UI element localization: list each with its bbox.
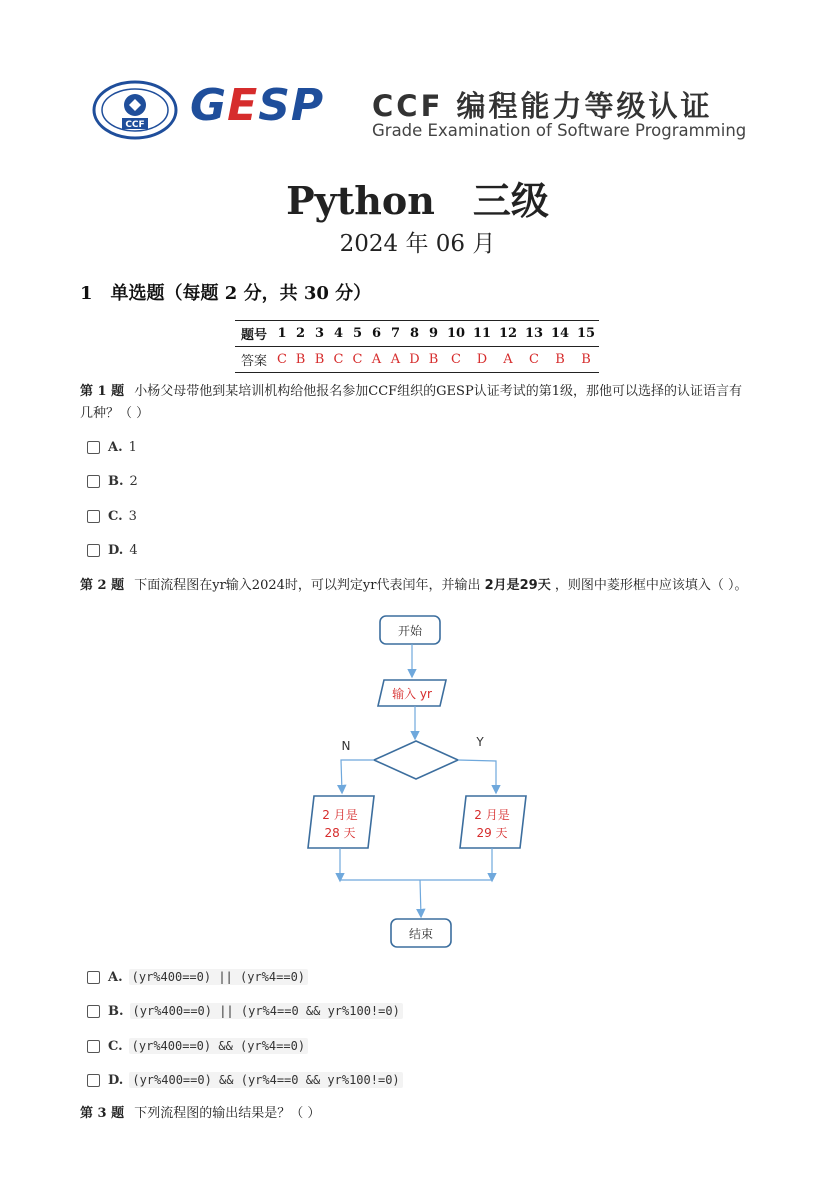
flowchart-right-output-line2: 29 天 <box>476 826 508 840</box>
flowchart-left-output-line2: 28 天 <box>324 826 356 840</box>
section-heading: 1 单选题（每题 2 分，共 30 分） <box>80 283 372 304</box>
flowchart-start-label: 开始 <box>397 624 423 638</box>
gesp-logo: GESP <box>190 80 325 131</box>
checkbox[interactable] <box>87 971 100 984</box>
checkbox[interactable] <box>87 510 100 523</box>
option-letter: A. <box>108 440 123 455</box>
option-code: (yr%400==0) || (yr%4==0 && yr%100!=0) <box>130 1003 403 1019</box>
question-text-bold: 2月是29天 <box>484 578 551 593</box>
option-letter: C. <box>108 509 123 524</box>
option-text: 3 <box>128 509 137 524</box>
answer-table-answer-row <box>235 347 599 373</box>
option-code: (yr%400==0) || (yr%4==0) <box>129 969 308 985</box>
flowchart-input-label: 输入 yr <box>392 687 432 701</box>
q2-option-b[interactable] <box>87 1003 403 1019</box>
answer-table-number-cell: 7 <box>386 321 405 347</box>
option-letter: B. <box>108 1003 124 1019</box>
question-2 <box>80 575 770 597</box>
answer-table-answer-cell: D <box>405 347 424 373</box>
flowchart <box>300 612 540 952</box>
answer-table-answer-cell: C <box>521 347 547 373</box>
answer-table-number-cell: 1 <box>273 321 291 347</box>
answer-table-row-label: 答案 <box>235 347 273 373</box>
answer-table-number-cell: 13 <box>521 321 547 347</box>
checkbox[interactable] <box>87 544 100 557</box>
answer-table-answer-cell: C <box>443 347 469 373</box>
q1-option-d[interactable] <box>87 543 138 558</box>
flowchart-arrow <box>420 880 421 916</box>
question-1 <box>80 381 750 425</box>
answer-table-number-cell: 6 <box>367 321 386 347</box>
answer-table-answer-cell: B <box>310 347 329 373</box>
flowchart-left-output-box <box>308 796 374 848</box>
flowchart-right-output-box <box>460 796 526 848</box>
checkbox[interactable] <box>87 475 100 488</box>
answer-table-number-cell: 9 <box>424 321 443 347</box>
option-text: 4 <box>129 543 138 558</box>
checkbox[interactable] <box>87 1040 100 1053</box>
checkbox[interactable] <box>87 441 100 454</box>
answer-table-number-cell: 15 <box>573 321 599 347</box>
option-letter: C. <box>108 1038 123 1054</box>
ccf-logo <box>92 80 178 140</box>
answer-table-answer-cell: A <box>386 347 405 373</box>
question-label: 第 2 题 <box>80 578 125 593</box>
answer-table-answer-cell: C <box>329 347 348 373</box>
svg-text:CCF: CCF <box>125 120 145 130</box>
q1-option-c[interactable] <box>87 509 137 524</box>
header-title: CCF 编程能力等级认证 <box>372 89 713 123</box>
answer-table <box>235 320 599 373</box>
option-text: 1 <box>128 440 137 455</box>
answer-table-answer-cell: A <box>367 347 386 373</box>
question-label: 第 3 题 <box>80 1106 125 1121</box>
option-letter: D. <box>108 543 124 558</box>
option-letter: D. <box>108 1072 124 1088</box>
answer-table-number-cell: 14 <box>547 321 573 347</box>
answer-table-answer-cell: B <box>291 347 310 373</box>
answer-table-number-cell: 4 <box>329 321 348 347</box>
answer-table-answer-cell: A <box>495 347 521 373</box>
answer-table-answer-cell: B <box>424 347 443 373</box>
question-text: 下列流程图的输出结果是？（ ） <box>134 1106 321 1121</box>
answer-table-number-cell: 11 <box>469 321 495 347</box>
checkbox[interactable] <box>87 1005 100 1018</box>
question-text: 小杨父母带他到某培训机构给他报名参加CCF组织的GESP认证考试的第1级，那他可以选择的认证语言有几种？（ ） <box>80 384 742 421</box>
option-letter: A. <box>108 969 123 985</box>
answer-table-answer-cell: B <box>573 347 599 373</box>
question-label: 第 1 题 <box>80 384 125 399</box>
option-letter: B. <box>108 474 124 489</box>
question-text: ，则图中菱形框中应该填入（ ）。 <box>554 578 748 593</box>
document-title: Python 三级 <box>286 178 549 223</box>
q1-option-b[interactable] <box>87 474 138 489</box>
q2-option-d[interactable] <box>87 1072 403 1088</box>
answer-table-row-label: 题号 <box>235 321 273 347</box>
answer-table-number-cell: 12 <box>495 321 521 347</box>
flowchart-yes-label: Y <box>476 735 484 749</box>
answer-table-answer-cell: C <box>273 347 291 373</box>
option-code: (yr%400==0) && (yr%4==0) <box>129 1038 308 1054</box>
q1-option-a[interactable] <box>87 440 137 455</box>
option-text: 2 <box>129 474 138 489</box>
header-subtitle: Grade Examination of Software Programming <box>372 121 747 140</box>
answer-table-number-cell: 10 <box>443 321 469 347</box>
flowchart-decision-diamond <box>374 741 458 779</box>
checkbox[interactable] <box>87 1074 100 1087</box>
flowchart-arrow <box>341 760 374 792</box>
flowchart-arrow <box>458 760 496 792</box>
answer-table-answer-cell: D <box>469 347 495 373</box>
answer-table-number-cell: 8 <box>405 321 424 347</box>
flowchart-left-output-line1: 2 月是 <box>322 808 358 822</box>
question-text: 下面流程图在yr输入2024时，可以判定yr代表闰年，并输出 <box>134 578 481 593</box>
answer-table-answer-cell: B <box>547 347 573 373</box>
answer-table-answer-cell: C <box>348 347 367 373</box>
question-3 <box>80 1103 770 1125</box>
answer-table-header-row <box>235 321 599 347</box>
answer-table-number-cell: 3 <box>310 321 329 347</box>
answer-table-number-cell: 2 <box>291 321 310 347</box>
q2-option-a[interactable] <box>87 969 308 985</box>
document-date: 2024 年 06 月 <box>339 231 496 257</box>
flowchart-right-output-line1: 2 月是 <box>474 808 510 822</box>
flowchart-no-label: N <box>341 739 351 753</box>
q2-option-c[interactable] <box>87 1038 308 1054</box>
option-code: (yr%400==0) && (yr%4==0 && yr%100!=0) <box>129 1072 402 1088</box>
flowchart-end-label: 结束 <box>408 927 434 941</box>
answer-table-number-cell: 5 <box>348 321 367 347</box>
